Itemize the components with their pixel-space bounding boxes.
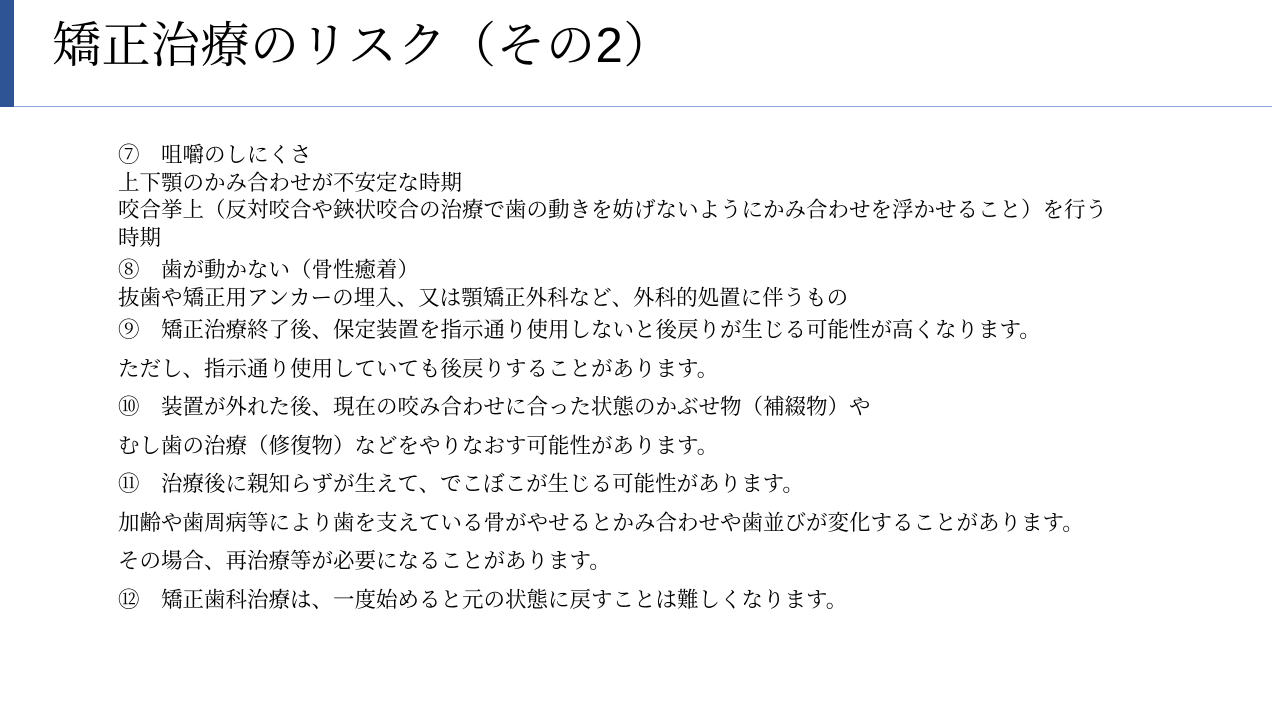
body-line-item-10-cont: むし歯の治療（修復物）などをやりなおす可能性があります。 <box>118 433 719 458</box>
body-line-item-8: ⑧ 歯が動かない（骨性癒着） <box>118 258 420 283</box>
body-line-item-7-detail-1: 上下顎のかみ合わせが不安定な時期 <box>118 170 463 195</box>
body-line-item-12: ⑫ 矯正歯科治療は、一度始めると元の状態に戻すことは難しくなります。 <box>118 587 848 612</box>
body-line-item-7-detail-2: 咬合挙上（反対咬合や鋏状咬合の治療で歯の動きを妨げないようにかみ合わせを浮かせること）を行う時期 <box>118 198 1108 250</box>
body-line-item-11-detail-1: 加齢や歯周病等により歯を支えている骨がやせるとかみ合わせや歯並びが変化することがあります。 <box>118 510 1084 535</box>
body-line-item-7: ⑦ 咀嚼のしにくさ <box>118 143 312 167</box>
body-line-item-9-detail: ただし、指示通り使用していても後戻りすることがあります。 <box>118 356 719 381</box>
page-title: 矯正治療のリスク（その2） <box>52 19 673 73</box>
body-line-item-9: ⑨ 矯正治療終了後、保定装置を指示通り使用しないと後戻りが生じる可能性が高くなります。 <box>118 318 1041 343</box>
body-line-item-11: ⑪ 治療後に親知らずが生えて、でこぼこが生じる可能性があります。 <box>118 472 804 497</box>
title-accent-bar <box>0 0 14 107</box>
body-line-item-11-detail-2: その場合、再治療等が必要になることがあります。 <box>118 549 611 574</box>
title-divider <box>14 106 1272 107</box>
body-line-item-8-detail: 抜歯や矯正用アンカーの埋入、又は顎矯正外科など、外科的処置に伴うもの <box>118 285 849 310</box>
body-line-item-10: ⑩ 装置が外れた後、現在の咬み合わせに合った状態のかぶせ物（補綴物）や <box>118 395 871 420</box>
slide-body <box>118 142 1128 614</box>
